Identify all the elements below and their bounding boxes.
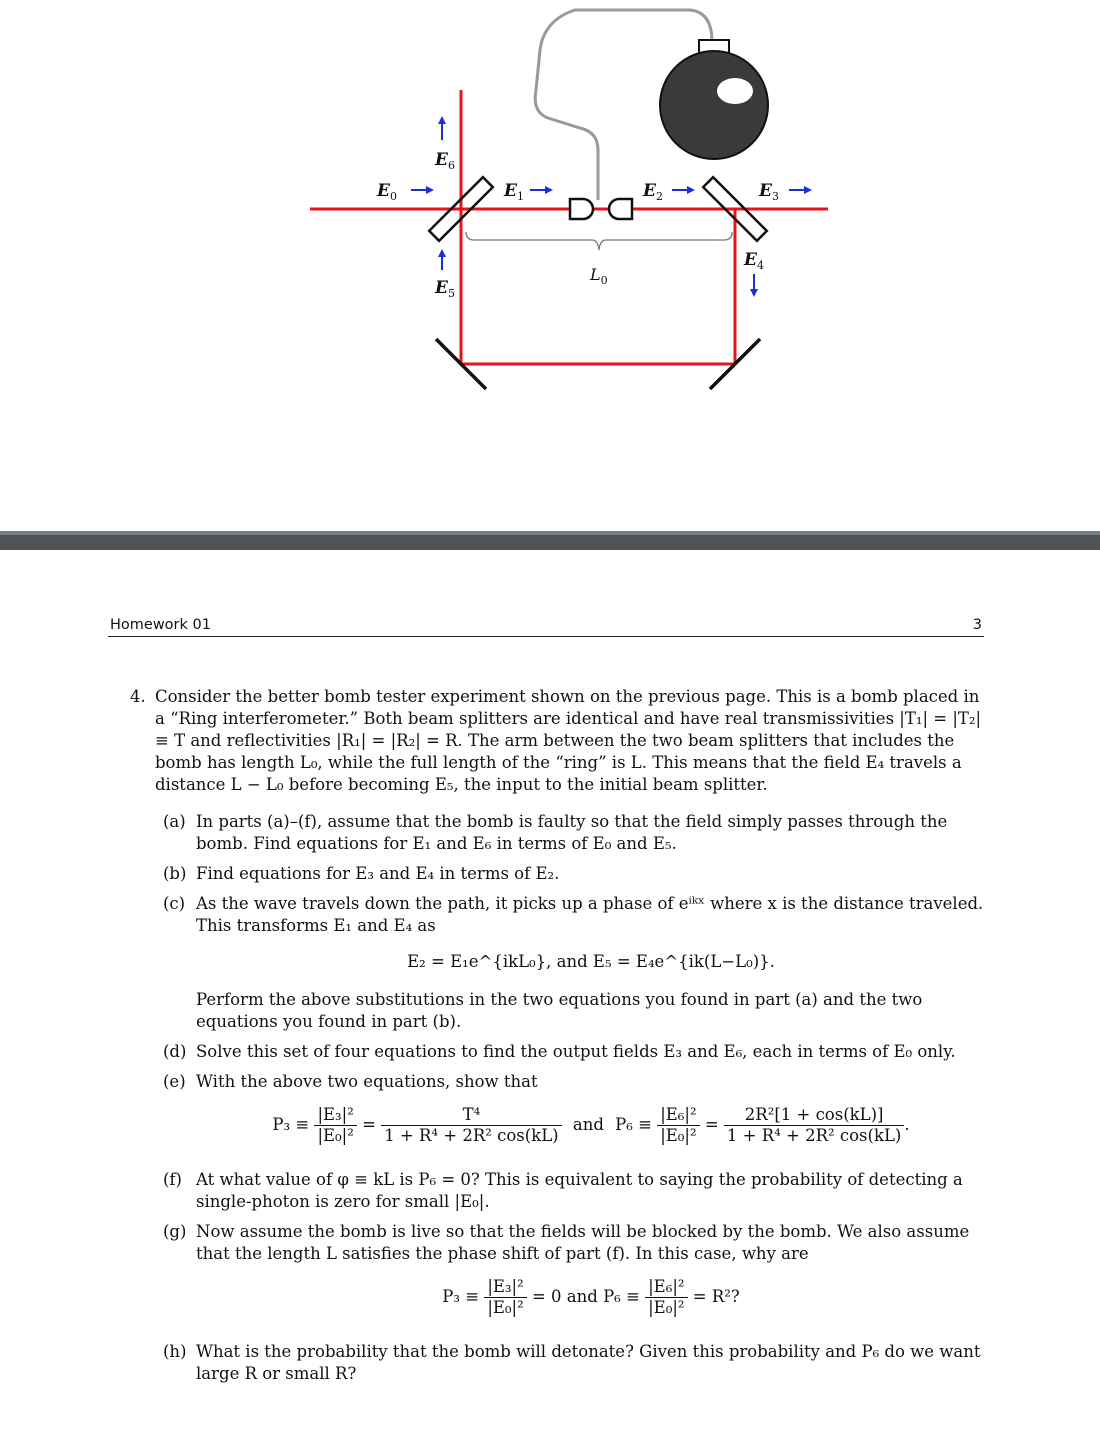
part-text: Find equations for E₃ and E₄ in terms of E₂.	[196, 864, 560, 883]
question-4	[130, 686, 986, 1393]
page-separator	[0, 531, 1100, 550]
homework-title: Homework 01	[110, 617, 211, 633]
part-g	[163, 1221, 986, 1329]
and-word: and	[572, 1115, 604, 1134]
part-e	[163, 1071, 986, 1157]
probability-equations: P₃ ≡ $\frac{\text{|E₃|²}}{\text{|E₀|²}}$ = $\frac{\text{T⁴}}{\text{1 + R⁴ + 2R² cos(kL)}}$ and P₆ ≡ $\frac{\text{|E₆|²}}{\text{|E₀|²}}$ = $\frac{\text{2R²[1 + cos(kL)]}}{\text{1 + R⁴ + 2R² cos(kL)}}$ .	[272, 1105, 910, 1145]
page-header	[108, 617, 984, 637]
part-b	[163, 863, 986, 885]
p6-symbol: P₆ ≡	[615, 1115, 652, 1134]
label-e6: $E_6$	[435, 150, 455, 172]
part-text: What is the probability that the bomb will detonate? Given this probability and P₆ do we want large R or small R?	[196, 1342, 981, 1383]
part-label: (d)	[163, 1042, 187, 1061]
part-label: (g)	[163, 1222, 187, 1241]
arrow-e5-head	[438, 249, 446, 257]
part-label: (c)	[163, 894, 186, 913]
mid-text: = 0 and	[531, 1287, 598, 1306]
bomb-sensor-left	[570, 199, 593, 219]
part-text: In parts (a)–(f), assume that the bomb is faulty so that the field simply passes through the bomb. Find equations for E₁ and E₆ in terms of E₀ and E₅.	[196, 812, 948, 853]
phase-equation: E₂ = E₁e^{ikL₀}, and E₅ = E₄e^{ik(L−L₀)}.	[407, 952, 775, 971]
part-text-after: Perform the above substitutions in the two equations you found in part (a) and the two equations you found in part (b).	[196, 990, 923, 1031]
part-d	[163, 1041, 986, 1063]
label-e5: $E_5$	[435, 278, 455, 300]
question-parts	[163, 811, 986, 1385]
question-number: 4.	[130, 687, 146, 706]
p3-symbol: P₃ ≡	[442, 1287, 480, 1306]
arrow-e3-head	[804, 186, 812, 194]
p3-ratio: $\frac{\text{|E₃|²}}{\text{|E₀|²}}$	[314, 1105, 356, 1146]
part-label: (h)	[163, 1342, 187, 1361]
p6-symbol: P₆ ≡	[603, 1287, 640, 1306]
part-h	[163, 1341, 986, 1385]
part-text: At what value of φ ≡ kL is P₆ = 0? This is equivalent to saying the probability of detecting a single-photon is zero for small |E₀|.	[196, 1170, 963, 1211]
p6-formula: $\frac{\text{2R²[1 + cos(kL)]}}{\text{1 + R⁴ + 2R² cos(kL)}}$	[724, 1105, 904, 1146]
p3-ratio: $\frac{\text{|E₃|²}}{\text{|E₀|²}}$	[484, 1277, 526, 1318]
part-text: Now assume the bomb is live so that the fields will be blocked by the bomb. We also assume that the length L satisfies the phase shift of part (f). In this case, why are	[196, 1222, 970, 1263]
arrow-e4-head	[750, 289, 758, 297]
label-e4: $E_4$	[744, 250, 764, 272]
bomb-sensor-right	[609, 199, 632, 219]
header-rule	[108, 636, 984, 637]
part-f	[163, 1169, 986, 1213]
arrow-e0-head	[426, 186, 434, 194]
label-e1: $E_1$	[504, 181, 524, 203]
live-bomb-equations	[196, 1277, 986, 1329]
part-text: Solve this set of four equations to find the output fields E₃ and E₆, each in terms of E₀ only.	[196, 1042, 956, 1061]
p6-ratio: $\frac{\text{|E₆|²}}{\text{|E₀|²}}$	[645, 1277, 687, 1318]
bomb-highlight	[717, 78, 753, 104]
end-text: = R²?	[692, 1287, 740, 1306]
part-a	[163, 811, 986, 855]
p3-symbol: P₃ ≡	[272, 1115, 310, 1134]
label-l0: $L_0$	[590, 265, 608, 287]
question-intro: Consider the better bomb tester experiment shown on the previous page. This is a bomb placed in a “Ring interferometer.” Both beam splitters are identical and have real transmissivities |T₁| = |T₂| ≡ T and reflectivities |R₁| = |R₂| = R. The arm between the two beam splitters that includes the bomb has length L₀, while the full length of the “ring” is L. This means that the field E₄ travels a distance L − L₀ before becoming E₅, the input to the initial beam splitter.	[155, 687, 982, 794]
bomb-body	[660, 51, 768, 159]
label-e2: $E_2$	[643, 181, 663, 203]
label-e0: $E_0$	[377, 181, 397, 203]
part-label: (b)	[163, 864, 187, 883]
arrow-e1-head	[545, 186, 553, 194]
bomb-tester-diagram	[0, 0, 1100, 520]
page-number: 3	[972, 617, 982, 633]
label-e3: $E_3$	[759, 181, 779, 203]
length-brace	[466, 232, 732, 250]
arrow-e6-head	[438, 116, 446, 124]
p6-ratio: $\frac{\text{|E₆|²}}{\text{|E₀|²}}$	[657, 1105, 699, 1146]
part-c	[163, 893, 986, 1033]
part-text: With the above two equations, show that	[196, 1072, 538, 1091]
part-label: (f)	[163, 1170, 182, 1189]
part-label: (e)	[163, 1072, 186, 1091]
part-label: (a)	[163, 812, 186, 831]
p3-formula: $\frac{\text{T⁴}}{\text{1 + R⁴ + 2R² cos(kL)}}$	[381, 1105, 561, 1146]
arrow-e2-head	[687, 186, 695, 194]
part-text: As the wave travels down the path, it picks up a phase of eⁱᵏˣ where x is the distance traveled. This transforms E₁ and E₄ as	[196, 894, 984, 935]
